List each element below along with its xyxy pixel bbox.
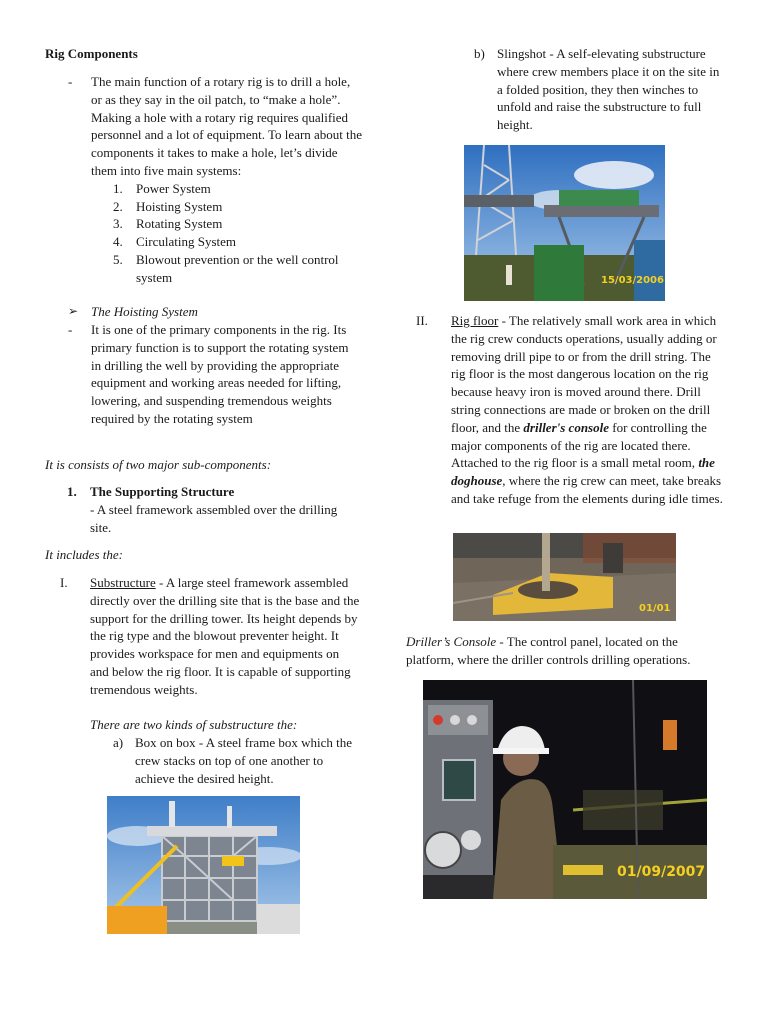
list-item: Blowout prevention or the well control system — [136, 252, 339, 285]
substructure-text: - A large steel framework assembled directly over the drilling site that is the base and the support for the drilling tower. Its height depends by the rig type and the blowout preventer height. It provides workspace for men and equipments on and below the rig floor. It is capable of supporting tremendous weights. — [90, 575, 360, 697]
photo-date-stamp: 01/01 — [639, 603, 671, 614]
doghouse-term: the doghouse — [451, 455, 715, 489]
intro-bullet: - — [68, 74, 73, 89]
slingshot-text: Slingshot - A self-elevating substructure where crew members place it on the site in a folded position, they then winches to unfold and raise the substructure to full height. — [497, 46, 720, 133]
substructure-paragraph — [90, 574, 360, 699]
rig-floor-photo — [453, 533, 676, 621]
list-item: Circulating System — [136, 234, 237, 249]
support-title: The Supporting Structure — [90, 484, 235, 499]
list-number: 2. — [113, 199, 123, 214]
rig-floor-text-3: , where the rig crew can meet, take breaks and take refuge from the elements during idle times. — [451, 473, 723, 506]
photo-date-stamp: 01/09/2007 — [617, 864, 706, 880]
list-item: Power System — [136, 181, 211, 196]
support-text: - A steel framework assembled over the drilling site. — [90, 502, 338, 535]
rig-floor-title: Rig floor — [451, 313, 499, 328]
photo-date-stamp: 15/03/2006 — [601, 275, 664, 286]
drillers-console-photo — [423, 680, 707, 899]
drillers-console-term: driller's console — [523, 419, 609, 435]
two-kinds-line: There are two kinds of substructure the: — [90, 717, 298, 732]
list-number: 3. — [113, 216, 123, 231]
sub-components-line: It is consists of two major sub-components: — [45, 457, 272, 472]
intro-paragraph: The main function of a rotary rig is to drill a hole, or as they say in the oil patch, to “make a hole”. Making a hole with a rotary rig requires qualified personnel and a lot of equipment. To learn about the components it takes to make a hole, let’s divide them into five main systems: — [91, 74, 363, 178]
list-number: 5. — [113, 252, 123, 267]
list-number: 4. — [113, 234, 123, 249]
rig-floor-text-1: - The relatively small work area in which the rig crew conducts operations, usually adding or removing drill pipe to or from the drill string. The rig floor is the most dangerous location on the rig because heavy iron is moved around there. Drill string connections are made or broken on the drill floor, and the — [451, 313, 717, 435]
box-on-box-photo — [107, 796, 300, 934]
substructure-number: I. — [60, 575, 68, 590]
hoisting-bullet: - — [68, 322, 73, 337]
rig-floor-text-2: for controlling the major components of the rig are located there. Attached to the rig floor is a small metal room, — [451, 419, 707, 471]
rig-floor-paragraph — [451, 312, 723, 508]
slingshot-marker: b) — [474, 46, 485, 61]
slingshot-photo — [464, 145, 665, 301]
rig-floor-number: II. — [416, 313, 428, 328]
drillers-console-title: Driller’s Console — [406, 634, 497, 649]
includes-line: It includes the: — [45, 547, 123, 562]
support-number: 1. — [67, 484, 77, 499]
list-item: Rotating System — [136, 216, 223, 231]
list-number: 1. — [113, 181, 123, 196]
hoisting-paragraph: It is one of the primary components in the rig. Its primary function is to support the rotating system in drilling the well by providing the appropriate equipment and working areas needed for lifting, lowering, and suspending tremendous weights required by the rotating system — [91, 322, 349, 426]
page-heading: Rig Components — [45, 46, 138, 61]
arrow-bullet-icon: ➢ — [68, 304, 79, 318]
drillers-console-paragraph — [406, 633, 726, 669]
drillers-console-text: - The control panel, located on the platform, where the driller controls drilling operations. — [406, 634, 691, 667]
box-marker: a) — [113, 735, 124, 750]
box-on-box-text: Box on box - A steel frame box which the crew stacks on top of one another to achieve the desired height. — [135, 735, 352, 786]
hoisting-title: The Hoisting System — [91, 304, 198, 319]
substructure-title: Substructure — [90, 575, 156, 590]
list-item: Hoisting System — [136, 199, 223, 214]
